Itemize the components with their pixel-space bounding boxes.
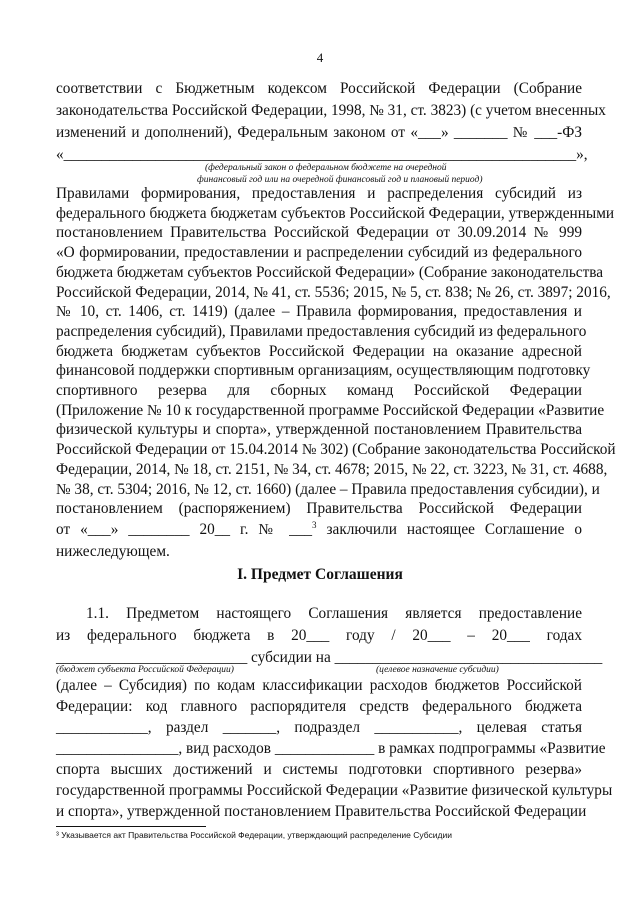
footnote: ³ Указывается акт Правительства Российской Федерации, утверждающий распределение Субсидии [56,830,452,840]
text-line: постановлением (распоряжением) Правительства Российской Федерации [56,500,582,518]
text-line: Российской Федерации, 2014, № 41, ст. 5536; 2015, № 5, ст. 838; № 26, ст. 3897; 2016, [56,283,611,301]
text-line: бюджета бюджетам субъектов Российской Федерации» (Собрание законодательства [56,263,604,281]
text-line: 1.1. Предметом настоящего Соглашения является предоставление [86,605,582,622]
text-line: соответствии с Бюджетным кодексом Российской Федерации (Собрание [56,80,582,97]
text-line: нижеследующем. [56,543,170,560]
text-line: (Приложение № 10 к государственной программе Российской Федерации «Развитие [56,401,605,419]
text-line: распределения субсидий), Правилами предоставления субсидий из федерального [56,322,587,340]
text-line: «___________________________________________________________________», [56,146,588,163]
text-line: Федерации: код главного распорядителя средств федерального бюджета [56,698,582,715]
text-line: (далее – Субсидия) по кодам классификации расходов бюджетов Российской [56,677,582,694]
text-line: из федерального бюджета в 20___ году / 20___ – 20___ годах [56,627,582,644]
text-line: _________________________ субсидии на ___________________________________ [56,649,603,666]
text-line: № 10, ст. 1406, ст. 1419) (далее – Правила формирования, предоставления и [56,303,582,321]
page-number: 4 [316,50,324,65]
caption-purpose: (целевое назначение субсидии) [376,665,499,675]
date-suffix: заключили настоящее Соглашение о [316,521,582,538]
text-line: ________________, вид расходов _____________ в рамках подпрограммы «Развитие [56,740,606,757]
footnote-rule [56,826,206,827]
text-line: законодательства Российской Федерации, 1998, № 31, ст. 3823) (с учетом внесенных [56,102,606,119]
text-line: государственной программы Российской Федерации «Развитие физической культуры [56,782,613,799]
text-line-date [56,520,582,540]
text-line: федерального бюджета бюджетам субъектов Российской Федерации, утвержденными [56,204,615,222]
caption-law-1: (федеральный закон о федеральном бюджете на очередной [205,163,447,173]
text-line: физической культуры и спорта», утвержденной постановлением Правительства [56,421,582,439]
text-line: «О формировании, предоставлении и распределении субсидий из федерального [56,244,582,262]
text-line: и спорта», утвержденной постановлением Правительства Российской Федерации [56,803,587,820]
text-line: спортивного резерва для сборных команд Российской Федерации [56,382,582,399]
text-line: спорта высших достижений и системы подготовки спортивного резерва» [56,761,582,778]
date-prefix: от «___» ________ 20__ г. № ___ [56,521,313,538]
footnote-ref: 3 [312,519,317,530]
text-line: Правилами формирования, предоставления и распределения субсидий из [56,185,582,202]
text-line: бюджета бюджетам субъектов Российской Федерации на оказание адресной [56,342,582,360]
text-line: изменений и дополнений), Федеральным законом от «___» _______ № ___-ФЗ [56,124,582,141]
text-line: Российской Федерации от 15.04.2014 № 302) (Собрание законодательства Российской [56,441,616,459]
text-line: № 38, ст. 5304; 2016, № 12, ст. 1660) (далее – Правила предоставления субсидии), и [56,480,600,498]
text-line: Федерации, 2014, № 18, ст. 2151, № 34, ст. 4678; 2015, № 22, ст. 3223, № 31, ст. 4688, [56,460,608,478]
text-line: ____________, раздел _______, подраздел ___________, целевая статья [56,719,582,736]
text-line: финансовой поддержки спортивным организациям, осуществляющим подготовку [56,362,591,380]
caption-law-2: финансовый год или на очередной финансовый год и плановый период) [197,175,483,185]
section-heading: I. Предмет Соглашения [237,566,403,583]
caption-budget: (бюджет субъекта Российской Федерации) [56,665,234,675]
text-line: постановлением Правительства Российской Федерации от 30.09.2014 № 999 [56,224,582,242]
